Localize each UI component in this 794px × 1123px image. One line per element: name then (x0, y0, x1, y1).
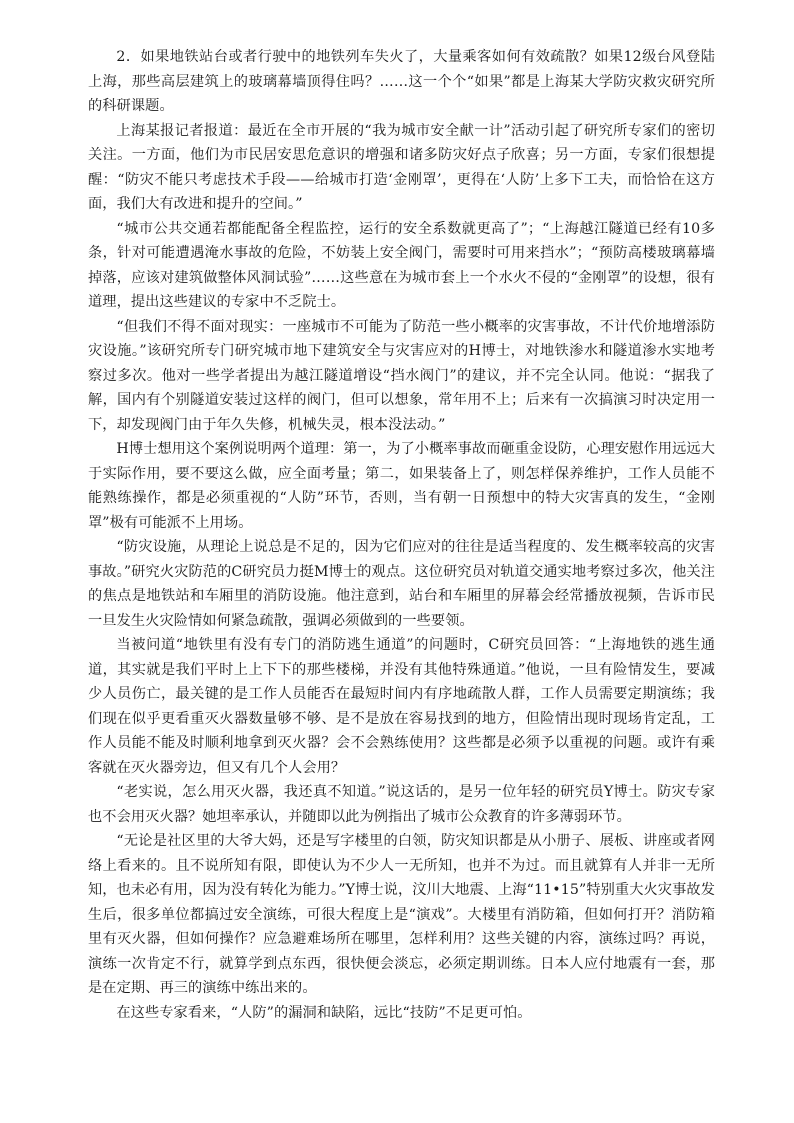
paragraph-10: 在这些专家看来，“人防”的漏洞和缺陷，远比“技防”不足更可怕。 (116, 1004, 532, 1021)
paragraph-4: “但我们不得不面对现实：一座城市不可能为了防范一些小概率的灾害事故，不计代价地增添防灾设施。”该研究所专门研究城市地下建筑安全与灾害应对的H博士，对地铁渗水和隧道渗水实地考察过多次。他对一些学者提出为越江隧道增设“挡水阀门”的建议，并不完全认同。他说：“据我了解，国内有个别隧道安装过这样的阀门，但可以想象，常年用不上；后来有一次搞演习时决定用一下，却发现阀门由于年久失修，机械失灵，根本没法动。” (88, 318, 715, 433)
paragraph-6: “防灾设施，从理论上说总是不足的，因为它们应对的往往是适当程度的、发生概率较高的灾害事故。”研究火灾防范的C研究员力挺M博士的观点。这位研究员对轨道交通实地考察过多次，他关注的焦点是地铁站和车厢里的消防设施。他注意到，站台和车厢里的屏幕会经常播放视频，告诉市民一旦发生火灾险情如何紧急疏散，强调必须做到的一些要领。 (88, 539, 715, 629)
paragraph-5: H博士想用这个案例说明两个道理：第一，为了小概率事故而砸重金设防，心理安慰作用远远大于实际作用，要不要这么做，应全面考量；第二，如果装备上了，则怎样保养维护，工作人员能不能熟练操作，都是必须重视的“人防”环节，否则，当有朝一日预想中的特大灾害真的发生，“金刚罩”极有可能派不上用场。 (88, 441, 715, 531)
paragraph-7: 当被问道“地铁里有没有专门的消防逃生通道”的问题时，C研究员回答：“上海地铁的逃生通道，其实就是我们平时上上下下的那些楼梯，并没有其他特殊通道。”他说，一旦有险情发生，要减少人员伤亡，最关键的是工作人员能否在最短时间内有序地疏散人群，工作人员需要定期演练；我们现在似乎更看重灭火器数量够不够、是不是放在容易找到的地方，但险情出现时现场肯定乱，工作人员能不能及时顺利地拿到灭火器？会不会熟练使用？这些都是必须予以重视的问题。或许有乘客就在灭火器旁边，但又有几个人会用？ (88, 637, 715, 776)
document-page (88, 45, 715, 1025)
paragraph-8: “老实说，怎么用灭火器，我还真不知道。”说这话的，是另一位年轻的研究员Y博士。防灾专家也不会用灭火器？她坦率承认，并随即以此为例指出了城市公众教育的许多薄弱环节。 (88, 784, 715, 825)
paragraph-2: 上海某报记者报道：最近在全市开展的“我为城市安全献一计”活动引起了研究所专家们的密切关注。一方面，他们为市民居安思危意识的增强和诸多防灾好点子欣喜；另一方面，专家们很想提醒：“防灾不能只考虑技术手段——给城市打造‘金刚罩’，更得在‘人防’上多下工夫，而恰恰在这方面，我们大有改进和提升的空间。” (88, 122, 715, 212)
paragraph-3: “城市公共交通若都能配备全程监控，运行的安全系数就更高了”；“上海越江隧道已经有10多条，针对可能遭遇淹水事故的危险，不妨装上安全阀门，需要时可用来挡水”；“预防高楼玻璃幕墙掉落，应该对建筑做整体风洞试验”……这些意在为城市套上一个水火不侵的“金刚罩”的设想，很有道理，提出这些建议的专家中不乏院士。 (88, 220, 715, 310)
paragraph-1: 2．如果地铁站台或者行驶中的地铁列车失火了，大量乘客如何有效疏散？如果12级台风登陆上海，那些高层建筑上的玻璃幕墙顶得住吗？……这一个个“如果”都是上海某大学防灾救灾研究所的科研课题。 (88, 49, 715, 114)
paragraph-9: “无论是社区里的大爷大妈，还是写字楼里的白领，防灾知识都是从小册子、展板、讲座或者网络上看来的。且不说所知有限，即使认为不少人一无所知，也并不为过。而且就算有人并非一无所知，也未必有用，因为没有转化为能力。”Y博士说，汶川大地震、上海“11•15”特别重大火灾事故发生后，很多单位都搞过安全演练，可很大程度上是“演戏”。大楼里有消防箱，但如何打开？消防箱里有灭火器，但如何操作？应急避难场所在哪里，怎样利用？这些关键的内容，演练过吗？再说，演练一次肯定不行，就算学到点东西，很快便会淡忘，必须定期训练。日本人应付地震有一套，那是在定期、再三的演练中练出来的。 (88, 833, 715, 996)
